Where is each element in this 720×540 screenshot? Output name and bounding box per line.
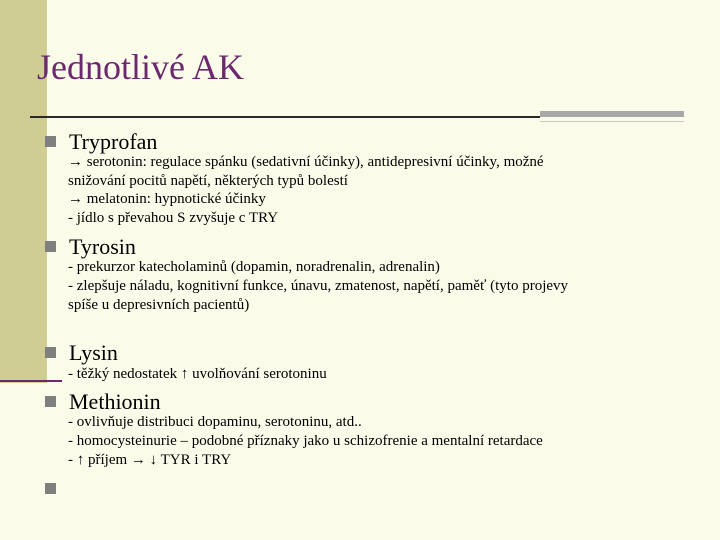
title-gray-band-line: [540, 121, 684, 122]
square-bullet-icon: [45, 396, 56, 407]
bullet-label: Methionin: [69, 389, 161, 414]
sub-line: - zlepšuje náladu, kognitivní funkce, únavu, zmatenost, napětí, paměť (tyto projevy: [68, 278, 569, 294]
square-bullet-icon: [45, 347, 56, 358]
sub-line: → serotonin: regulace spánku (sedativní účinky), antidepresivní účinky, možné: [68, 154, 544, 170]
bullet-label: Tyrosin: [69, 234, 136, 259]
sub-line: - jídlo s převahou S zvyšuje c TRY: [68, 210, 279, 226]
square-bullet-icon: [45, 483, 56, 494]
sub-line: - prekurzor katecholaminů (dopamin, noradrenalin, adrenalin): [68, 259, 440, 275]
sub-line: snižování pocitů napětí, některých typů bolestí: [68, 173, 348, 189]
sub-line: - ovlivňuje distribuci dopaminu, serotoninu, atd..: [68, 414, 362, 430]
left-decor-line: [0, 380, 62, 382]
sub-line: - těžký nedostatek ↑ uvolňování serotoninu: [68, 366, 327, 382]
square-bullet-icon: [45, 241, 56, 252]
bullet-label: Lysin: [69, 340, 118, 365]
bullet-label: Tryprofan: [69, 129, 158, 154]
sub-line: → melatonin: hypnotické účinky: [68, 191, 266, 207]
square-bullet-icon: [45, 136, 56, 147]
sub-line: - ↑ příjem → ↓ TYR i TRY: [68, 452, 232, 468]
sub-line: spíše u depresivních pacientů): [68, 297, 250, 313]
sub-line: - homocysteinurie – podobné příznaky jako u schizofrenie a mentalní retardace: [68, 433, 543, 449]
title-underline: [30, 116, 540, 118]
slide-title: Jednotlivé AK: [37, 47, 244, 87]
title-gray-band: [540, 111, 684, 117]
